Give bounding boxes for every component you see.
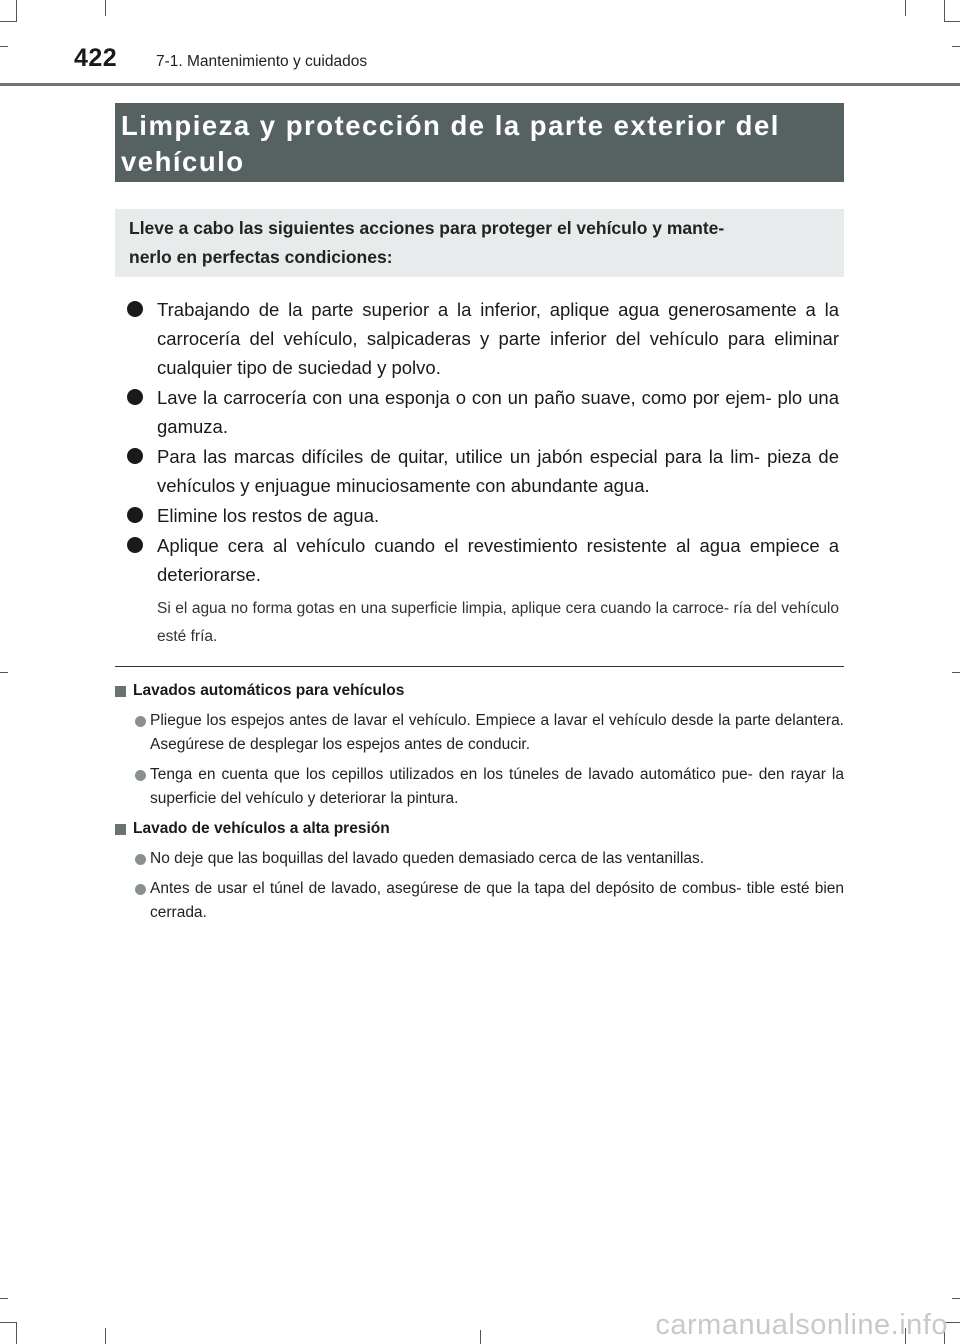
- crop-mark: [952, 1298, 960, 1299]
- intro-box: [115, 209, 844, 277]
- section-title: [115, 103, 844, 182]
- note-item: [115, 847, 844, 871]
- watermark: carmanualsonline.info: [655, 1309, 948, 1341]
- list-item-text: Elimine los restos de agua.: [157, 505, 380, 526]
- bullet-dot-icon: [135, 854, 146, 865]
- bullet-dot-icon: [127, 507, 143, 523]
- crop-mark: [944, 21, 960, 22]
- note-item-text: Antes de usar el túnel de lavado, asegúrese de que la tapa del depósito de combus- tible esté bien cerrada.: [150, 880, 844, 921]
- crop-mark: [944, 0, 945, 22]
- page-number: 422: [74, 44, 118, 72]
- wax-note: Si el agua no forma gotas en una superficie limpia, aplique cera cuando la carroce- ría del vehículo esté fría.: [157, 600, 839, 645]
- running-head: 7-1. Mantenimiento y cuidados: [156, 53, 368, 70]
- note-item-text: Pliegue los espejos antes de lavar el vehículo. Empiece a lavar el vehículo desde la parte delantera. Asegúrese de desplegar los espejos antes de conducir.: [150, 712, 844, 753]
- crop-mark: [952, 672, 960, 673]
- crop-mark: [0, 21, 16, 22]
- section-title-line: Limpieza y protección de la parte exterior del: [121, 110, 780, 141]
- crop-mark: [952, 46, 960, 47]
- subsection-heading: [115, 817, 844, 841]
- section-title-line: vehículo: [121, 146, 245, 177]
- bullet-dot-icon: [135, 770, 146, 781]
- intro-line: nerlo en perfectas condiciones:: [129, 247, 393, 267]
- list-item: [127, 383, 839, 441]
- subsection-heading-text: Lavados automáticos para vehículos: [133, 682, 405, 699]
- crop-mark: [0, 1322, 16, 1323]
- subsection-heading: [115, 679, 844, 703]
- note-item: [115, 763, 844, 811]
- square-bullet-icon: [115, 824, 126, 835]
- section-divider: [115, 666, 844, 667]
- square-bullet-icon: [115, 686, 126, 697]
- bullet-dot-icon: [135, 716, 146, 727]
- subsection-heading-text: Lavado de vehículos a alta presión: [133, 820, 390, 837]
- notes-area: [115, 679, 844, 931]
- crop-mark: [0, 672, 8, 673]
- list-item: [127, 501, 839, 530]
- list-item: [127, 442, 839, 500]
- bullet-dot-icon: [127, 448, 143, 464]
- note-item: [115, 877, 844, 925]
- intro-line: Lleve a cabo las siguientes acciones para proteger el vehículo y mante-: [129, 218, 725, 238]
- crop-mark: [905, 0, 906, 16]
- list-item-text: Trabajando de la parte superior a la inferior, aplique agua generosamente a la carrocería del vehículo, salpicaderas y parte inferior del vehículo para eliminar cualquier tipo de suciedad y polvo.: [157, 299, 839, 378]
- crop-mark: [0, 46, 8, 47]
- list-item-text: Lave la carrocería con una esponja o con un paño suave, como por ejem- plo una gamuza.: [157, 387, 839, 437]
- note-item-text: No deje que las boquillas del lavado queden demasiado cerca de las ventanillas.: [150, 850, 705, 867]
- crop-mark: [480, 1330, 481, 1344]
- bullet-dot-icon: [127, 301, 143, 317]
- crop-mark: [105, 0, 106, 16]
- bullet-dot-icon: [135, 884, 146, 895]
- list-item: [127, 295, 839, 382]
- header-rule: [0, 83, 960, 86]
- note-item-text: Tenga en cuenta que los cepillos utilizados en los túneles de lavado automático pue- den rayar la superficie del vehículo y deteriorar la pintura.: [150, 766, 844, 807]
- list-item-text: Aplique cera al vehículo cuando el revestimiento resistente al agua empiece a deteriorarse.: [157, 535, 839, 585]
- bullet-dot-icon: [127, 389, 143, 405]
- list-item: [127, 531, 839, 589]
- crop-mark: [16, 1322, 17, 1344]
- note-item: [115, 709, 844, 757]
- crop-mark: [105, 1328, 106, 1344]
- crop-mark: [16, 0, 17, 22]
- bullet-dot-icon: [127, 537, 143, 553]
- crop-mark: [0, 1298, 8, 1299]
- list-item-text: Para las marcas difíciles de quitar, utilice un jabón especial para la lim- pieza de vehículos y enjuague minuciosamente con abundante agua.: [157, 446, 839, 496]
- instruction-list: [127, 295, 839, 590]
